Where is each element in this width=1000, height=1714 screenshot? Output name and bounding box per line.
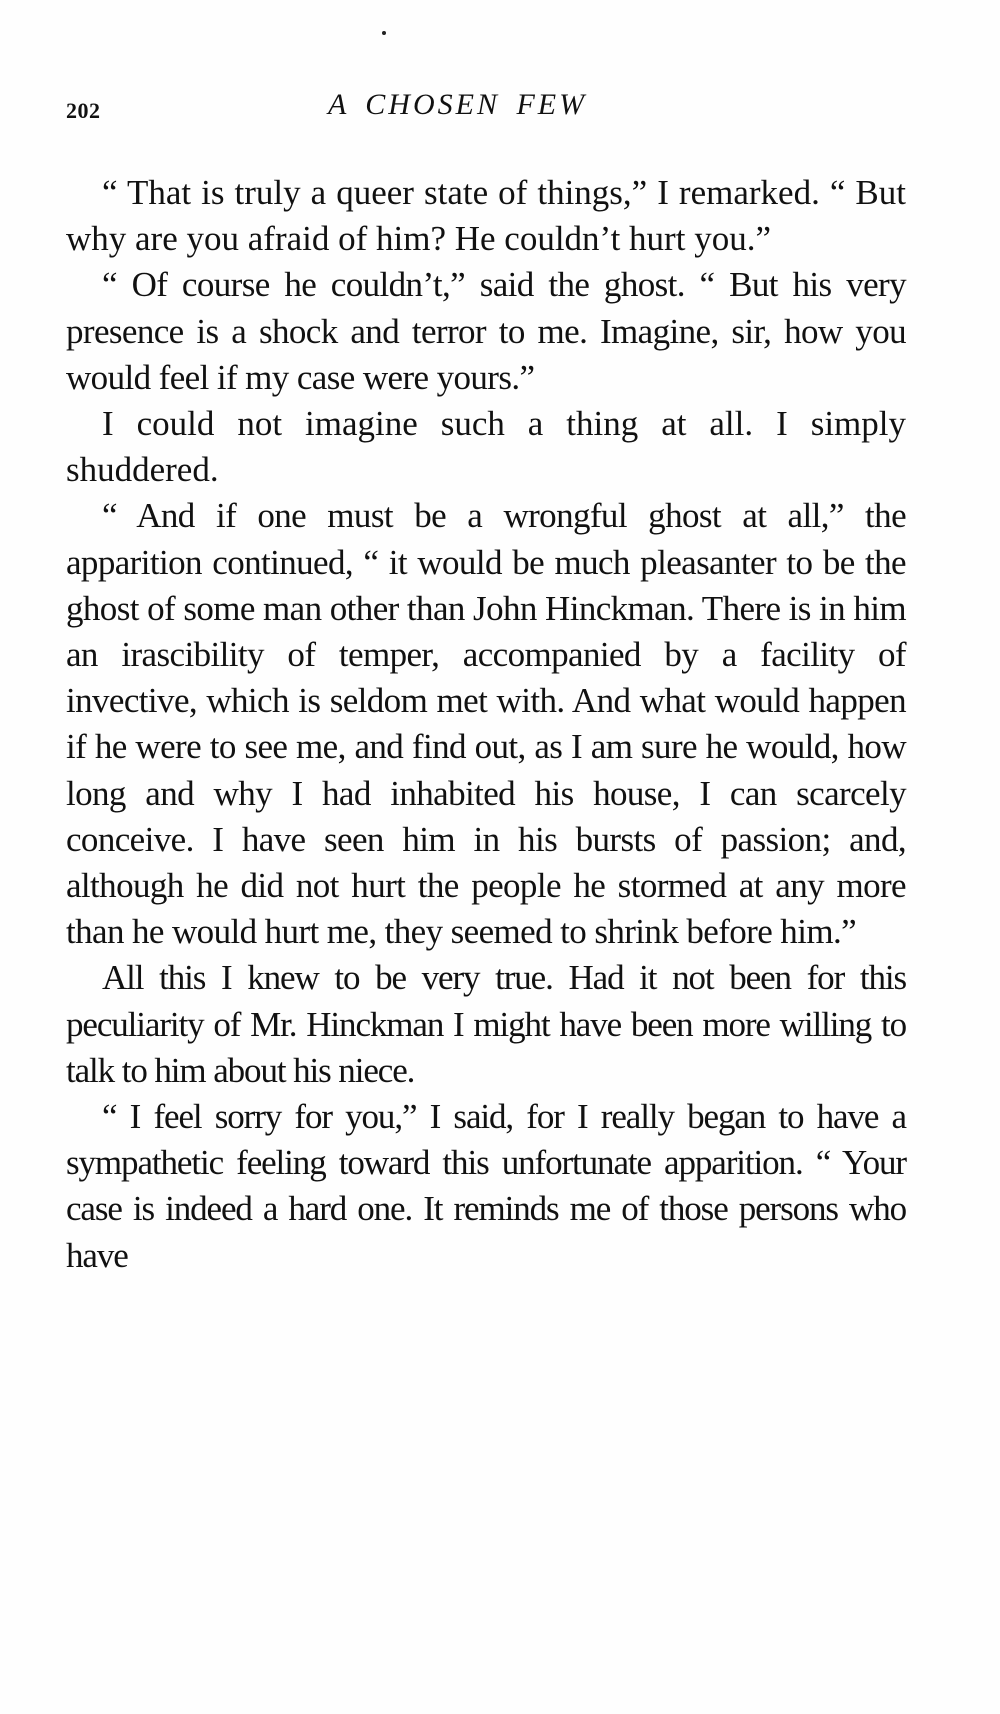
paragraph: All this I knew to be very true. Had it not been for this peculiarity of Mr. Hinckman I might have been more willing to talk to him about his niece. [66, 958, 906, 1090]
body-text [66, 170, 906, 1279]
book-title: A CHOSEN FEW [328, 88, 588, 121]
paragraph: I could not imagine such a thing at all. I simply shuddered. [66, 404, 906, 490]
paragraph: “ I feel sorry for you,” I said, for I really began to have a sympathetic feeling toward this unfortunate apparition. “ Your case is indeed a hard one. It reminds me of those persons who have [66, 1097, 906, 1275]
paragraph: “ Of course he couldn’t,” said the ghost. “ But his very presence is a shock and terror to me. Imagine, sir, how you would feel if my case were yours.” [66, 265, 906, 397]
paragraph: “ And if one must be a wrongful ghost at all,” the apparition continued, “ it would be much pleasanter to be the ghost of some man other than John Hinckman. There is in him an irascibility of temper, accompanied by a facility of invective, which is seldom met with. And what would happen if he were to see me, and find out, as I am sure he would, how long and why I had inhabited his house, I can scarcely conceive. I have seen him in his bursts of passion; and, although he did not hurt the people he stormed at any more than he would hurt me, they seemed to shrink before him.” [66, 496, 906, 952]
page-number: 202 [66, 98, 101, 123]
ink-speck [382, 31, 386, 35]
paragraph: “ That is truly a queer state of things,” I remarked. “ But why are you afraid of him? He couldn’t hurt you.” [66, 173, 906, 259]
running-head [66, 88, 906, 132]
